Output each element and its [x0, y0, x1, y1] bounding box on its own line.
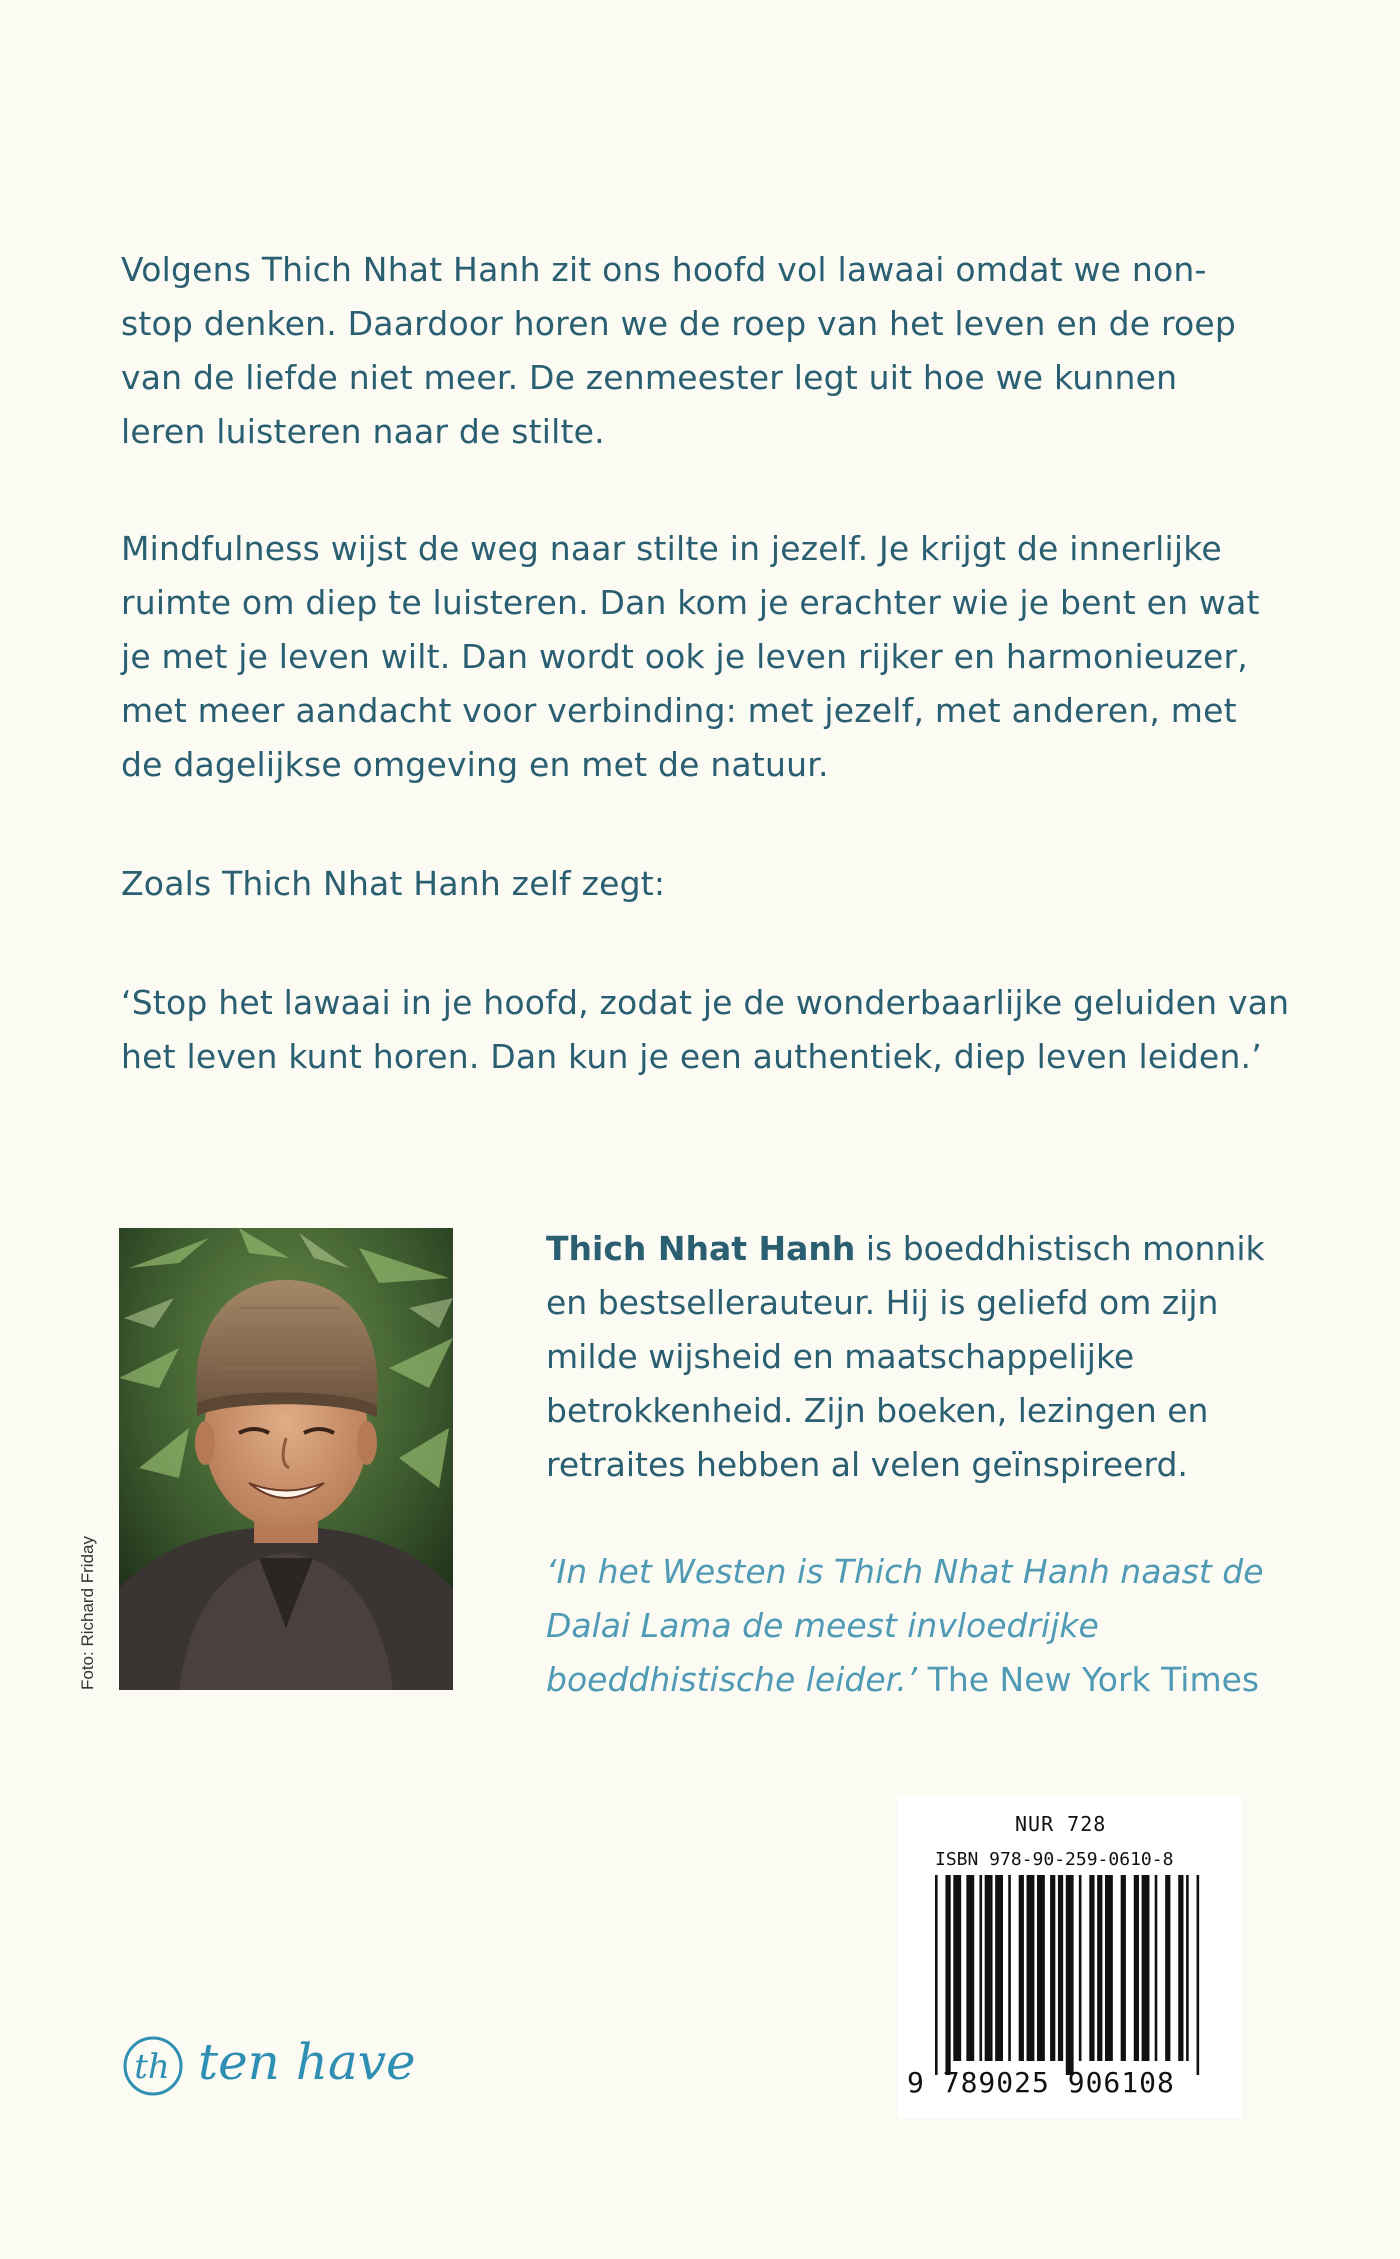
barcode-bar: [945, 1875, 950, 2075]
barcode-bar: [1178, 1875, 1183, 2061]
barcode-bar: [1155, 1875, 1158, 2061]
barcode-bar: [1142, 1875, 1150, 2061]
barcode-bar: [1019, 1875, 1024, 2061]
barcode-bar: [985, 1875, 993, 2061]
photo-credit: Foto: Richard Friday: [78, 1536, 97, 1690]
ean-digits: 9 789025 906108: [907, 2066, 1175, 2099]
review-source: The New York Times: [917, 1660, 1260, 1699]
blurb-paragraph-3: Zoals Thich Nhat Hanh zelf zegt:: [121, 864, 666, 903]
author-name: Thich Nhat Hanh: [546, 1229, 856, 1268]
barcode-bar: [1165, 1875, 1170, 2061]
publisher-name: ten have: [198, 2033, 416, 2091]
barcode-bar: [1050, 1875, 1055, 2061]
barcode-bar: [953, 1875, 961, 2061]
barcode-bar: [1037, 1875, 1045, 2061]
barcode-bar: [1066, 1875, 1074, 2075]
barcode-bar: [995, 1875, 1003, 2061]
barcode-bar: [1105, 1875, 1113, 2061]
barcode-bar: [1097, 1875, 1102, 2061]
barcode-bar: [1027, 1875, 1035, 2061]
nur-code: NUR 728: [1015, 1812, 1107, 1836]
barcode-bar: [1089, 1875, 1094, 2061]
author-bio-text: is boeddhistisch monnik en bestsellerauteur. Hij is geliefd om zijn milde wijsheid en maatschappelijke betrokkenheid. Zijn boeken, lezingen en retraites hebben al velen geïnspireerd.: [546, 1229, 1265, 1484]
isbn-text: ISBN 978-90-259-0610-8: [935, 1849, 1174, 1870]
barcode-bar: [1197, 1875, 1200, 2075]
barcode-bars-icon: [935, 1875, 1207, 2075]
blurb-quote: ‘Stop het lawaai in je hoofd, zodat je de wonderbaarlijke geluiden van het leven kunt horen. Dan kun je een authentiek, diep leven leiden.’: [121, 983, 1290, 1076]
blurb-paragraph-1: Volgens Thich Nhat Hanh zit ons hoofd vol lawaai omdat we non-stop denken. Daardoor horen we de roep van het leven en de roep van de liefde niet meer. De zenmeester legt uit hoe we kunnen leren luisteren naar de stilte.: [121, 250, 1237, 451]
blurb-paragraph-2: Mindfulness wijst de weg naar stilte in jezelf. Je krijgt de innerlijke ruimte om diep te luisteren. Dan kom je erachter wie je bent en wat je met je leven wilt. Dan wordt ook je leven rijker en harmonieuzer, met meer aandacht voor verbinding: met jezelf, met anderen, met de dagelijkse omgeving en met de natuur.: [121, 529, 1260, 784]
review-quote: [546, 1545, 1286, 1707]
barcode-bar: [979, 1875, 982, 2061]
author-photo: [119, 1228, 453, 1690]
barcode-bar: [1058, 1875, 1063, 2061]
barcode-bar: [966, 1875, 974, 2061]
publisher-monogram: th: [134, 2047, 170, 2087]
review-quote-text: ‘In het Westen is Thich Nhat Hanh naast de Dalai Lama de meest invloedrijke boeddhistische leider.’: [546, 1552, 1264, 1699]
barcode-bar: [1134, 1875, 1139, 2061]
author-bio: [546, 1222, 1286, 1492]
barcode-bar: [1121, 1875, 1126, 2061]
barcode-bar: [1008, 1875, 1011, 2061]
barcode-bar: [1186, 1875, 1189, 2061]
barcode-bar: [935, 1875, 938, 2075]
barcode-bar: [1079, 1875, 1082, 2061]
